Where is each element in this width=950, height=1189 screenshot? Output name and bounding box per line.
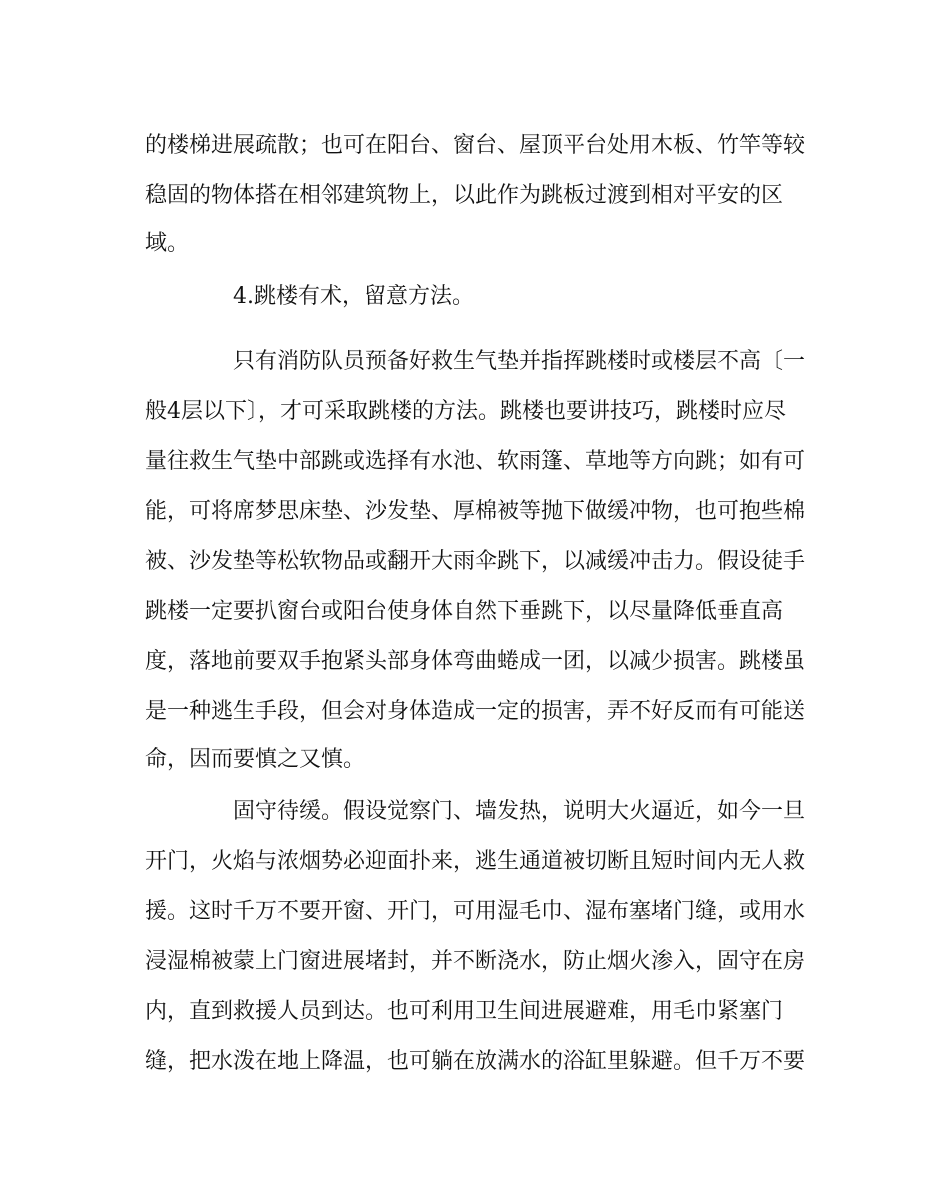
text-line-3: 域。 <box>145 231 190 256</box>
section-heading: 4.跳楼有术，留意方法。 <box>233 284 474 309</box>
text-line-2: 稳固的物体搭在相邻建筑物上，以此作为跳板过渡到相对平安的区 <box>145 183 784 208</box>
text-line-5: 只有消防队员预备好救生气垫并指挥跳楼时或楼层不高〔一 <box>233 349 806 374</box>
text-line-15: 开门，火焰与浓烟势必迎面扑来，逃生通道被切断且短时间内无人救 <box>145 849 806 874</box>
text-line-6: 般4层以下〕，才可采取跳楼的方法。跳楼也要讲技巧，跳楼时应尽 <box>145 399 786 424</box>
text-line-13: 命，因而要慎之又慎。 <box>145 747 366 772</box>
text-line-8: 能，可将席梦思床垫、沙发垫、厚棉被等抛下做缓冲物，也可抱些棉 <box>145 499 806 524</box>
text-line-17: 浸湿棉被蒙上门窗进展堵封，并不断浇水，防止烟火渗入，固守在房 <box>145 949 806 974</box>
text-line-18: 内，直到救援人员到达。也可利用卫生间进展避难，用毛巾紧塞门 <box>145 999 784 1024</box>
text-line-7: 量往救生气垫中部跳或选择有水池、软雨篷、草地等方向跳；如有可 <box>145 449 806 474</box>
text-line-19: 缝，把水泼在地上降温，也可躺在放满水的浴缸里躲避。但千万不要 <box>145 1049 806 1074</box>
text-line-9: 被、沙发垫等松软物品或翻开大雨伞跳下，以减缓冲击力。假设徒手 <box>145 549 806 574</box>
text-line-14: 固守待缓。假设觉察门、墙发热，说明大火逼近，如今一旦 <box>233 799 806 824</box>
text-line-11: 度，落地前要双手抱紧头部身体弯曲蜷成一团，以减少损害。跳楼虽 <box>145 649 806 674</box>
text-line-12: 是一种逃生手段，但会对身体造成一定的损害，弄不好反而有可能送 <box>145 699 806 724</box>
text-line-10: 跳楼一定要扒窗台或阳台使身体自然下垂跳下，以尽量降低垂直高 <box>145 599 784 624</box>
text-line-1: 的楼梯进展疏散；也可在阳台、窗台、屋顶平台处用木板、竹竿等较 <box>145 133 806 158</box>
text-line-16: 援。这时千万不要开窗、开门，可用湿毛巾、湿布塞堵门缝，或用水 <box>145 899 806 924</box>
